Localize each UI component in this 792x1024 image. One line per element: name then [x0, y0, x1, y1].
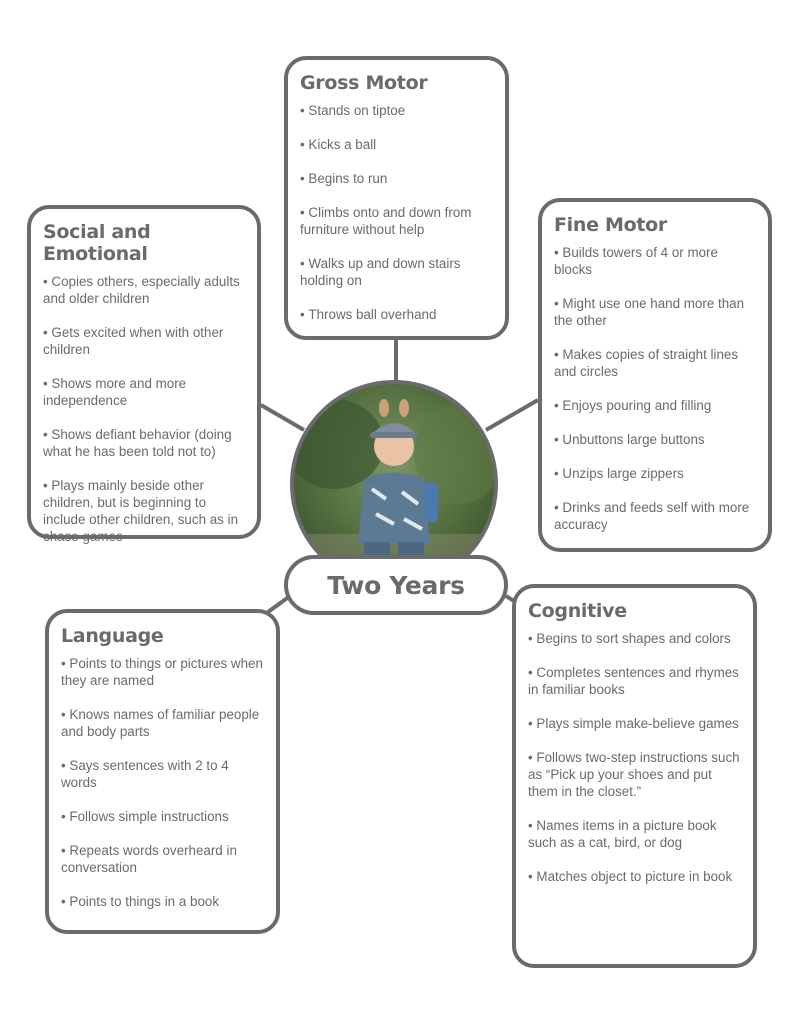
- list-item: • Enjoys pouring and filling: [554, 397, 758, 414]
- cognitive-list: [528, 630, 743, 885]
- list-item: • Might use one hand more than the other: [554, 295, 758, 329]
- fine-motor-title: Fine Motor: [554, 214, 667, 236]
- list-item: • Names items in a picture book such as a cat, bird, or dog: [528, 817, 743, 851]
- list-item: • Stands on tiptoe: [300, 102, 495, 119]
- list-item: • Builds towers of 4 or more blocks: [554, 244, 758, 278]
- gross-motor-title: Gross Motor: [300, 72, 428, 94]
- language-title: Language: [61, 625, 164, 647]
- list-item: • Unzips large zippers: [554, 465, 758, 482]
- list-item: • Shows defiant behavior (doing what he has been told not to): [43, 426, 247, 460]
- list-item: • Points to things in a book: [61, 893, 266, 910]
- list-item: • Begins to sort shapes and colors: [528, 630, 743, 647]
- list-item: • Climbs onto and down from furniture without help: [300, 204, 495, 238]
- list-item: • Plays mainly beside other children, but is beginning to include other children, such as in chase games: [43, 477, 247, 545]
- child-illustration: [294, 384, 494, 584]
- list-item: • Follows two-step instructions such as “Pick up your shoes and put them in the closet.”: [528, 749, 743, 800]
- list-item: • Throws ball overhand: [300, 306, 495, 323]
- gross-motor-list: [300, 102, 495, 323]
- connector-fine-motor: [486, 400, 538, 430]
- center-label: Two Years: [284, 555, 508, 615]
- cognitive-box: [512, 584, 757, 968]
- list-item: • Matches object to picture in book: [528, 868, 743, 885]
- list-item: • Points to things or pictures when they are named: [61, 655, 266, 689]
- list-item: • Walks up and down stairs holding on: [300, 255, 495, 289]
- language-box: [45, 609, 280, 934]
- language-list: [61, 655, 266, 910]
- list-item: • Says sentences with 2 to 4 words: [61, 757, 266, 791]
- connector-social-emotional: [261, 405, 304, 430]
- cognitive-title: Cognitive: [528, 600, 627, 622]
- gross-motor-box: [284, 56, 509, 340]
- social-emotional-title: Social and Emotional: [43, 221, 151, 265]
- list-item: • Begins to run: [300, 170, 495, 187]
- list-item: • Kicks a ball: [300, 136, 495, 153]
- list-item: • Gets excited when with other children: [43, 324, 247, 358]
- list-item: • Drinks and feeds self with more accuracy: [554, 499, 758, 533]
- list-item: • Completes sentences and rhymes in familiar books: [528, 664, 743, 698]
- list-item: • Follows simple instructions: [61, 808, 266, 825]
- social-emotional-list: [43, 273, 247, 545]
- list-item: • Plays simple make-believe games: [528, 715, 743, 732]
- fine-motor-list: [554, 244, 758, 533]
- list-item: • Repeats words overheard in conversation: [61, 842, 266, 876]
- social-emotional-box: [27, 205, 261, 544]
- list-item: • Knows names of familiar people and body parts: [61, 706, 266, 740]
- list-item: • Unbuttons large buttons: [554, 431, 758, 448]
- fine-motor-box: [538, 198, 772, 552]
- list-item: • Shows more and more independence: [43, 375, 247, 409]
- list-item: • Makes copies of straight lines and circles: [554, 346, 758, 380]
- list-item: • Copies others, especially adults and older children: [43, 273, 247, 307]
